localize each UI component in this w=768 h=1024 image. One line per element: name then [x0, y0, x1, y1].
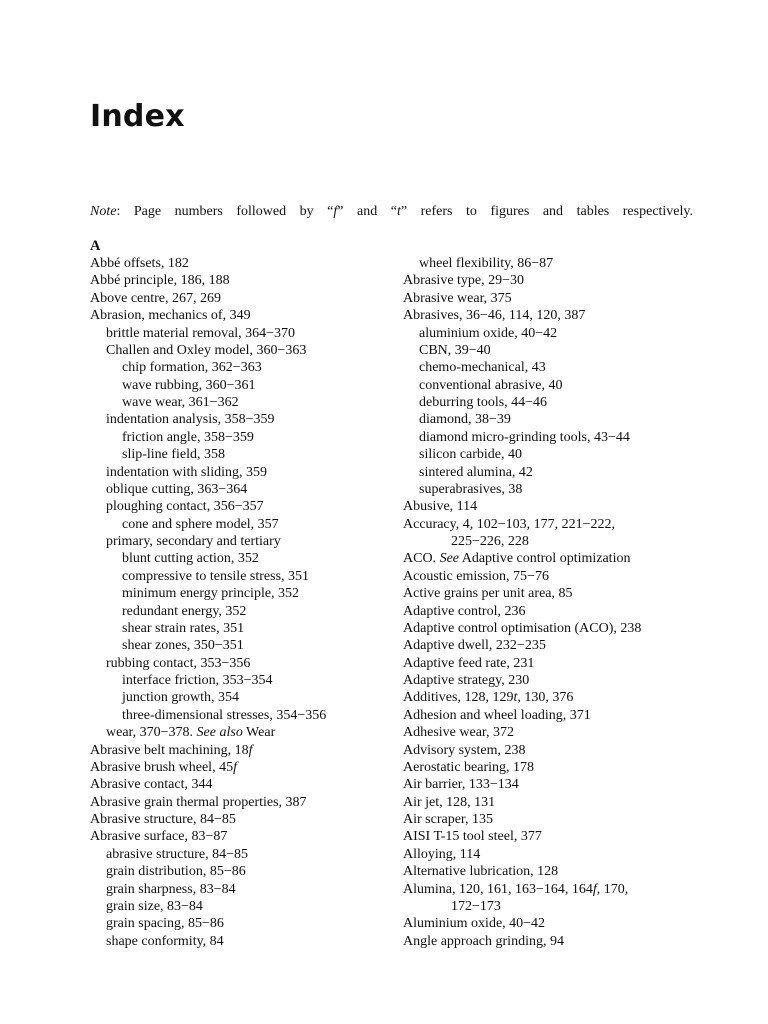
- entry-text: Adaptive strategy, 230: [403, 673, 530, 688]
- index-subentry: [90, 915, 390, 932]
- entry-text: chip formation, 362−363: [122, 360, 262, 376]
- index-subentry: [403, 411, 703, 428]
- index-subsubentry: [90, 672, 390, 689]
- entry-italic-text: f: [233, 759, 237, 775]
- entry-text: primary, secondary and tertiary: [106, 534, 281, 549]
- index-entry: [403, 672, 703, 689]
- entry-text: Accuracy, 4, 102−103, 177, 221−222,: [403, 516, 616, 532]
- index-subentry: [90, 933, 390, 950]
- entry-text: Acoustic emission, 75−76: [403, 568, 549, 584]
- index-subentry: [403, 394, 703, 411]
- entry-text: cone and sphere model, 357: [122, 516, 279, 532]
- index-subsubentry: [90, 637, 390, 654]
- entry-text: Adaptive feed rate, 231: [403, 655, 535, 671]
- entry-text: wheel flexibility, 86−87: [419, 256, 554, 271]
- entry-text: Adaptive control optimisation (ACO), 238: [403, 620, 642, 636]
- index-subsubentry: [90, 394, 390, 411]
- entry-italic-text: f: [592, 881, 597, 897]
- note-middle: ” and “: [337, 204, 397, 219]
- index-subsubentry: [90, 603, 390, 620]
- index-entry: [90, 307, 390, 324]
- index-entry: [90, 255, 390, 272]
- index-entry: [90, 794, 390, 811]
- index-entry: [403, 828, 703, 845]
- entry-text: Abrasive wear, 375: [403, 290, 512, 306]
- entry-text: AISI T-15 tool steel, 377: [403, 829, 542, 845]
- entry-text: Abrasion, mechanics of, 349: [90, 308, 251, 324]
- entry-text: , 170,: [596, 881, 629, 897]
- note-text-after: ” refers to figures and tables respectively.: [400, 204, 694, 219]
- index-entry: [90, 776, 390, 793]
- entry-text: Adhesive wear, 372: [403, 725, 515, 741]
- entry-text: Abrasive structure, 84−85: [90, 812, 236, 827]
- index-entry: [90, 759, 390, 776]
- entry-italic-text: See: [439, 551, 459, 567]
- index-entry: [90, 272, 390, 289]
- entry-text: CBN, 39−40: [419, 342, 491, 358]
- entry-text: Air scraper, 135: [403, 812, 494, 827]
- index-subentry: [403, 325, 703, 342]
- note-t: t: [397, 204, 401, 219]
- index-entry: [403, 550, 703, 567]
- index-subsubentry: [90, 446, 390, 463]
- index-subentry: [403, 255, 703, 272]
- entry-text: grain size, 83−84: [106, 898, 203, 914]
- entry-text: Active grains per unit area, 85: [403, 586, 573, 602]
- entry-text: interface friction, 353−354: [122, 673, 273, 688]
- entry-text: Wear: [242, 725, 276, 741]
- entry-text: deburring tools, 44−46: [419, 395, 548, 410]
- section-letter: A: [90, 238, 101, 254]
- entry-text: Abrasives, 36−46, 114, 120, 387: [403, 308, 586, 324]
- index-entry: [403, 742, 703, 759]
- index-entry: [90, 828, 390, 845]
- index-subentry: [90, 498, 390, 515]
- entry-text: junction growth, 354: [122, 690, 240, 706]
- entry-text: Abusive, 114: [403, 499, 478, 515]
- entry-text: grain spacing, 85−86: [106, 916, 224, 932]
- index-entry: [403, 516, 703, 533]
- index-entry: [403, 498, 703, 515]
- index-subentry: [90, 481, 390, 498]
- index-subentry: [403, 377, 703, 394]
- entry-text: Additives, 128, 129: [403, 690, 514, 706]
- index-entry: [403, 655, 703, 672]
- index-entry-continuation: [403, 533, 703, 550]
- index-subentry: [403, 429, 703, 446]
- entry-text: indentation with sliding, 359: [106, 464, 267, 480]
- index-entry: [403, 272, 703, 289]
- entry-text: three-dimensional stresses, 354−356: [122, 707, 327, 723]
- index-entry: [403, 707, 703, 724]
- entry-text: oblique cutting, 363−364: [106, 481, 248, 497]
- entry-italic-text: f: [248, 742, 253, 758]
- entry-text: Abrasive belt machining, 18: [90, 742, 249, 758]
- index-subentry: [90, 863, 390, 880]
- index-entry: [403, 933, 703, 950]
- entry-text: 172−173: [451, 898, 501, 914]
- index-entry: [403, 585, 703, 602]
- entry-text: aluminium oxide, 40−42: [419, 325, 558, 341]
- index-subsubentry: [90, 707, 390, 724]
- entry-text: Air jet, 128, 131: [403, 794, 496, 810]
- entry-text: Adaptive control optimization: [459, 551, 631, 567]
- entry-italic-text: t: [513, 690, 518, 706]
- index-subentry: [90, 724, 390, 741]
- entry-text: Adhesion and wheel loading, 371: [403, 707, 591, 723]
- index-entry: [403, 603, 703, 620]
- entry-text: silicon carbide, 40: [419, 447, 523, 463]
- index-subsubentry: [90, 568, 390, 585]
- entry-text: Abrasive brush wheel, 45: [90, 759, 234, 775]
- index-entry: [90, 290, 390, 307]
- index-entry: [90, 811, 390, 828]
- index-note: [90, 203, 693, 221]
- entry-text: 225−226, 228: [451, 534, 529, 549]
- index-subentry: [90, 881, 390, 898]
- entry-text: minimum energy principle, 352: [122, 586, 300, 602]
- index-subentry: [403, 481, 703, 498]
- entry-text: Advisory system, 238: [403, 742, 526, 758]
- entry-text: shape conformity, 84: [106, 933, 224, 949]
- index-column-left: [90, 255, 390, 950]
- entry-text: Adaptive control, 236: [403, 603, 526, 619]
- entry-text: redundant energy, 352: [122, 603, 247, 619]
- index-entry: [403, 620, 703, 637]
- entry-text: indentation analysis, 358−359: [106, 412, 275, 428]
- index-subsubentry: [90, 359, 390, 376]
- page-title: Index: [90, 99, 185, 134]
- entry-text: diamond, 38−39: [419, 412, 511, 428]
- entry-text: ploughing contact, 356−357: [106, 499, 264, 515]
- index-subentry: [403, 464, 703, 481]
- entry-text: Abbé offsets, 182: [90, 256, 189, 271]
- index-subentry: [90, 898, 390, 915]
- entry-italic-text: See also: [196, 725, 243, 741]
- index-entry: [90, 742, 390, 759]
- entry-text: Above centre, 267, 269: [90, 290, 222, 306]
- index-entry-continuation: [403, 898, 703, 915]
- entry-text: compressive to tensile stress, 351: [122, 568, 310, 584]
- index-subentry: [90, 411, 390, 428]
- entry-text: Air barrier, 133−134: [403, 777, 519, 793]
- index-subentry: [403, 359, 703, 376]
- index-subsubentry: [90, 620, 390, 637]
- entry-text: superabrasives, 38: [419, 481, 523, 497]
- entry-text: shear zones, 350−351: [122, 638, 244, 654]
- index-subsubentry: [90, 689, 390, 706]
- entry-text: ACO.: [403, 551, 440, 567]
- entry-text: Alternative lubrication, 128: [403, 864, 559, 880]
- entry-text: Adaptive dwell, 232−235: [403, 638, 546, 654]
- index-entry: [403, 794, 703, 811]
- entry-text: Abrasive type, 29−30: [403, 273, 525, 289]
- entry-text: Abrasive grain thermal properties, 387: [90, 794, 307, 810]
- entry-text: Abrasive surface, 83−87: [90, 829, 228, 845]
- index-entry: [403, 881, 703, 898]
- index-subentry: [403, 342, 703, 359]
- entry-text: diamond micro-grinding tools, 43−44: [419, 429, 630, 445]
- note-f: f: [333, 204, 338, 219]
- entry-text: grain distribution, 85−86: [106, 864, 246, 880]
- note-label: Note: [90, 204, 117, 219]
- index-subentry: [90, 846, 390, 863]
- entry-text: wear, 370−378.: [106, 725, 197, 741]
- entry-text: brittle material removal, 364−370: [106, 325, 296, 341]
- index-subentry: [90, 342, 390, 359]
- index-entry: [403, 637, 703, 654]
- index-entry: [403, 689, 703, 706]
- index-entry: [403, 915, 703, 932]
- index-subentry: [90, 325, 390, 342]
- index-subsubentry: [90, 516, 390, 533]
- entry-text: Aluminium oxide, 40−42: [403, 916, 546, 932]
- index-subentry: [403, 446, 703, 463]
- index-entry: [403, 759, 703, 776]
- entry-text: Challen and Oxley model, 360−363: [106, 342, 307, 358]
- entry-text: wave rubbing, 360−361: [122, 377, 256, 393]
- index-entry: [403, 568, 703, 585]
- entry-text: Abrasive contact, 344: [90, 777, 213, 793]
- entry-text: Alloying, 114: [403, 846, 481, 862]
- index-subentry: [90, 464, 390, 481]
- entry-text: Alumina, 120, 161, 163−164, 164: [403, 881, 593, 897]
- index-entry: [403, 776, 703, 793]
- entry-text: wave wear, 361−362: [122, 395, 239, 410]
- entry-text: Angle approach grinding, 94: [403, 933, 564, 949]
- entry-text: , 130, 376: [517, 690, 574, 706]
- entry-text: grain sharpness, 83−84: [106, 881, 236, 897]
- index-entry: [403, 863, 703, 880]
- index-column-right: [403, 255, 703, 950]
- entry-text: shear strain rates, 351: [122, 620, 245, 636]
- entry-text: Aerostatic bearing, 178: [403, 759, 535, 775]
- index-entry: [403, 307, 703, 324]
- index-subentry: [90, 533, 390, 550]
- index-subsubentry: [90, 550, 390, 567]
- index-subsubentry: [90, 585, 390, 602]
- index-entry: [403, 811, 703, 828]
- entry-text: slip-line field, 358: [122, 447, 226, 463]
- entry-text: conventional abrasive, 40: [419, 377, 563, 393]
- entry-text: sintered alumina, 42: [419, 464, 533, 480]
- index-subsubentry: [90, 377, 390, 394]
- entry-text: chemo-mechanical, 43: [419, 360, 546, 376]
- index-subsubentry: [90, 429, 390, 446]
- note-text-before: : Page numbers followed by “: [116, 204, 334, 219]
- entry-text: Abbé principle, 186, 188: [90, 273, 230, 289]
- entry-text: abrasive structure, 84−85: [106, 846, 249, 862]
- index-entry: [403, 290, 703, 307]
- entry-text: rubbing contact, 353−356: [106, 655, 251, 671]
- entry-text: blunt cutting action, 352: [122, 551, 259, 567]
- index-entry: [403, 846, 703, 863]
- index-subentry: [90, 655, 390, 672]
- entry-text: friction angle, 358−359: [122, 429, 254, 445]
- index-entry: [403, 724, 703, 741]
